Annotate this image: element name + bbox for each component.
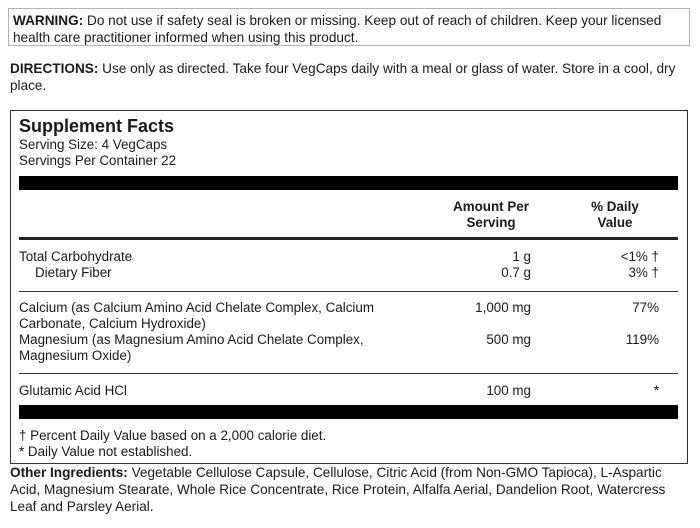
row-total-carbohydrate-name: Total Carbohydrate [19,249,133,264]
serving-size: Serving Size: 4 VegCaps [19,137,168,152]
row-total-carbohydrate-dv: <1% † [620,249,659,264]
supplement-facts-panel [10,110,688,464]
row-calcium-name-line2: Carbonate, Calcium Hydroxide) [19,316,206,331]
divider-thick-bottom [19,405,678,419]
divider-thick-top [19,176,678,190]
directions [10,60,694,94]
footnote-dv-not-established: * Daily Value not established. [19,444,193,459]
warning-label: WARNING: [13,13,84,28]
header-dv-line2: Value [597,215,633,230]
warning-box [8,8,690,46]
row-magnesium-dv: 119% [625,332,659,347]
row-magnesium-amount: 500 mg [486,332,531,347]
row-glutamic-acid-amount: 100 mg [486,383,531,398]
row-glutamic-acid-dv: * [653,383,659,398]
row-dietary-fiber-amount: 0.7 g [501,265,531,280]
divider-1 [19,291,678,292]
divider-2 [19,373,678,374]
header-amount [431,199,551,231]
row-dietary-fiber-name: Dietary Fiber [35,265,112,280]
row-calcium-name-line1: Calcium (as Calcium Amino Acid Chelate Complex, Calcium [19,300,374,315]
footnote-percent-dv: † Percent Daily Value based on a 2,000 calorie diet. [19,428,327,443]
other-ingredients-label: Other Ingredients: [10,465,128,480]
row-magnesium-name-line2: Magnesium Oxide) [19,348,132,363]
servings-per-container: Servings Per Container 22 [19,153,177,168]
other-ingredients-text: Vegetable Cellulose Capsule, Cellulose, Citric Acid (from Non-GMO Tapioca), L-Aspartic Acid, Magnesium Stearate, Whole Rice Concentrate, Rice Protein, Alfalfa Aerial, Dandelion Root, Watercress Leaf and Parsley Aerial. [10,465,666,514]
other-ingredients [10,464,694,515]
divider-header [19,237,678,240]
row-dietary-fiber-dv: 3% † [628,265,659,280]
row-calcium-name [19,300,409,332]
header-amount-line2: Serving [466,215,516,230]
directions-label: DIRECTIONS: [10,61,99,76]
header-dv-line1: % Daily [591,199,639,214]
row-magnesium-name [19,332,409,364]
row-glutamic-acid-name: Glutamic Acid HCl [19,383,127,398]
warning-text: Do not use if safety seal is broken or missing. Keep out of reach of children. Keep your licensed health care practitioner informed when using this product. [13,13,662,45]
header-amount-line1: Amount Per [453,199,529,214]
header-daily-value [571,199,659,231]
row-magnesium-name-line1: Magnesium (as Magnesium Amino Acid Chelate Complex, [19,332,364,347]
directions-text: Use only as directed. Take four VegCaps daily with a meal or glass of water. Store in a cool, dry place. [10,61,676,93]
row-calcium-dv: 77% [632,300,659,315]
row-total-carbohydrate-amount: 1 g [512,249,531,264]
facts-title: Supplement Facts [19,116,175,136]
row-calcium-amount: 1,000 mg [475,300,531,315]
